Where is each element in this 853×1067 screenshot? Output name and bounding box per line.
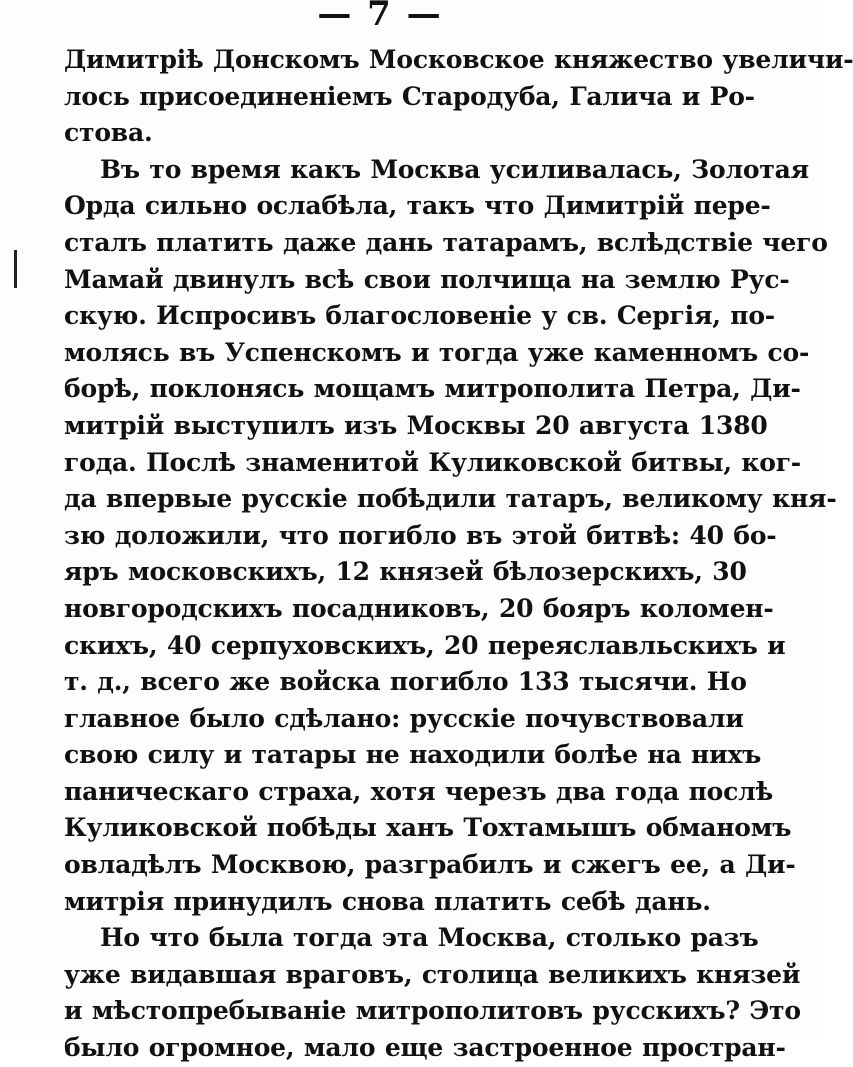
page-text [64, 42, 853, 1067]
text-line: Димитріѣ Донскомъ Московское княжество увеличи- [64, 45, 853, 74]
text-line: Въ то время какъ Москва усиливалась, Золотая [100, 154, 809, 184]
text-line: и мѣстопребываніе митрополитовъ русскихъ? Это [64, 996, 801, 1026]
margin-mark [14, 250, 17, 288]
text-line: лось присоединеніемъ Стародуба, Галича и Ро- [64, 81, 755, 111]
text-line: борѣ, поклонясь мощамъ митрополита Петра, Ди- [64, 374, 801, 404]
text-line: Куликовской побѣды ханъ Тохтамышъ обманомъ [64, 813, 792, 843]
text-line: паническаго страха, хотя черезъ два года послѣ [64, 776, 773, 806]
text-line: молясь въ Успенскомъ и тогда уже каменномъ со- [64, 337, 810, 367]
text-line: Орда сильно ослабѣла, такъ что Димитрій пере- [64, 191, 771, 221]
text-line: Мамай двинулъ всѣ свои полчища на землю Рус- [64, 264, 790, 294]
page-number: — 7 — [317, 0, 443, 34]
text-line: свою силу и татары не находили болѣе на нихъ [64, 740, 762, 770]
text-line: главное было сдѣлано: русскіе почувствовали [64, 703, 744, 733]
text-line: зю доложили, что погибло въ этой битвѣ: 40 бо- [64, 520, 777, 550]
text-line: скую. Испросивъ благословеніе у св. Сергія, по- [64, 301, 775, 331]
text-line: сталъ платить даже дань татарамъ, вслѣдствіе чего [64, 227, 828, 257]
text-line: скихъ, 40 серпуховскихъ, 20 переяславльскихъ и [64, 630, 786, 660]
text-line: года. Послѣ знаменитой Куликовской битвы, ког- [64, 447, 801, 477]
text-line: т. д., всего же войска погибло 133 тысячи. Но [64, 667, 747, 697]
text-line: овладѣлъ Москвою, разграбилъ и сжегъ ее, а Ди- [64, 850, 796, 880]
text-line: было огромное, мало еще застроенное простран- [64, 1033, 786, 1063]
text-line: митрій выступилъ изъ Москвы 20 августа 1380 [64, 410, 768, 440]
text-line: новгородскихъ посадниковъ, 20 бояръ коломен- [64, 593, 774, 623]
text-line: митрія принудилъ снова платить себѣ дань. [64, 886, 711, 916]
text-line: Но что была тогда эта Москва, столько разъ [100, 923, 759, 953]
text-line: стова. [64, 118, 153, 148]
text-line: да впервые русскіе побѣдили татаръ, великому кня- [64, 484, 837, 514]
text-line: уже видавшая враговъ, столица великихъ князей [64, 959, 801, 989]
text-line: яръ московскихъ, 12 князей бѣлозерскихъ, 30 [64, 557, 747, 587]
